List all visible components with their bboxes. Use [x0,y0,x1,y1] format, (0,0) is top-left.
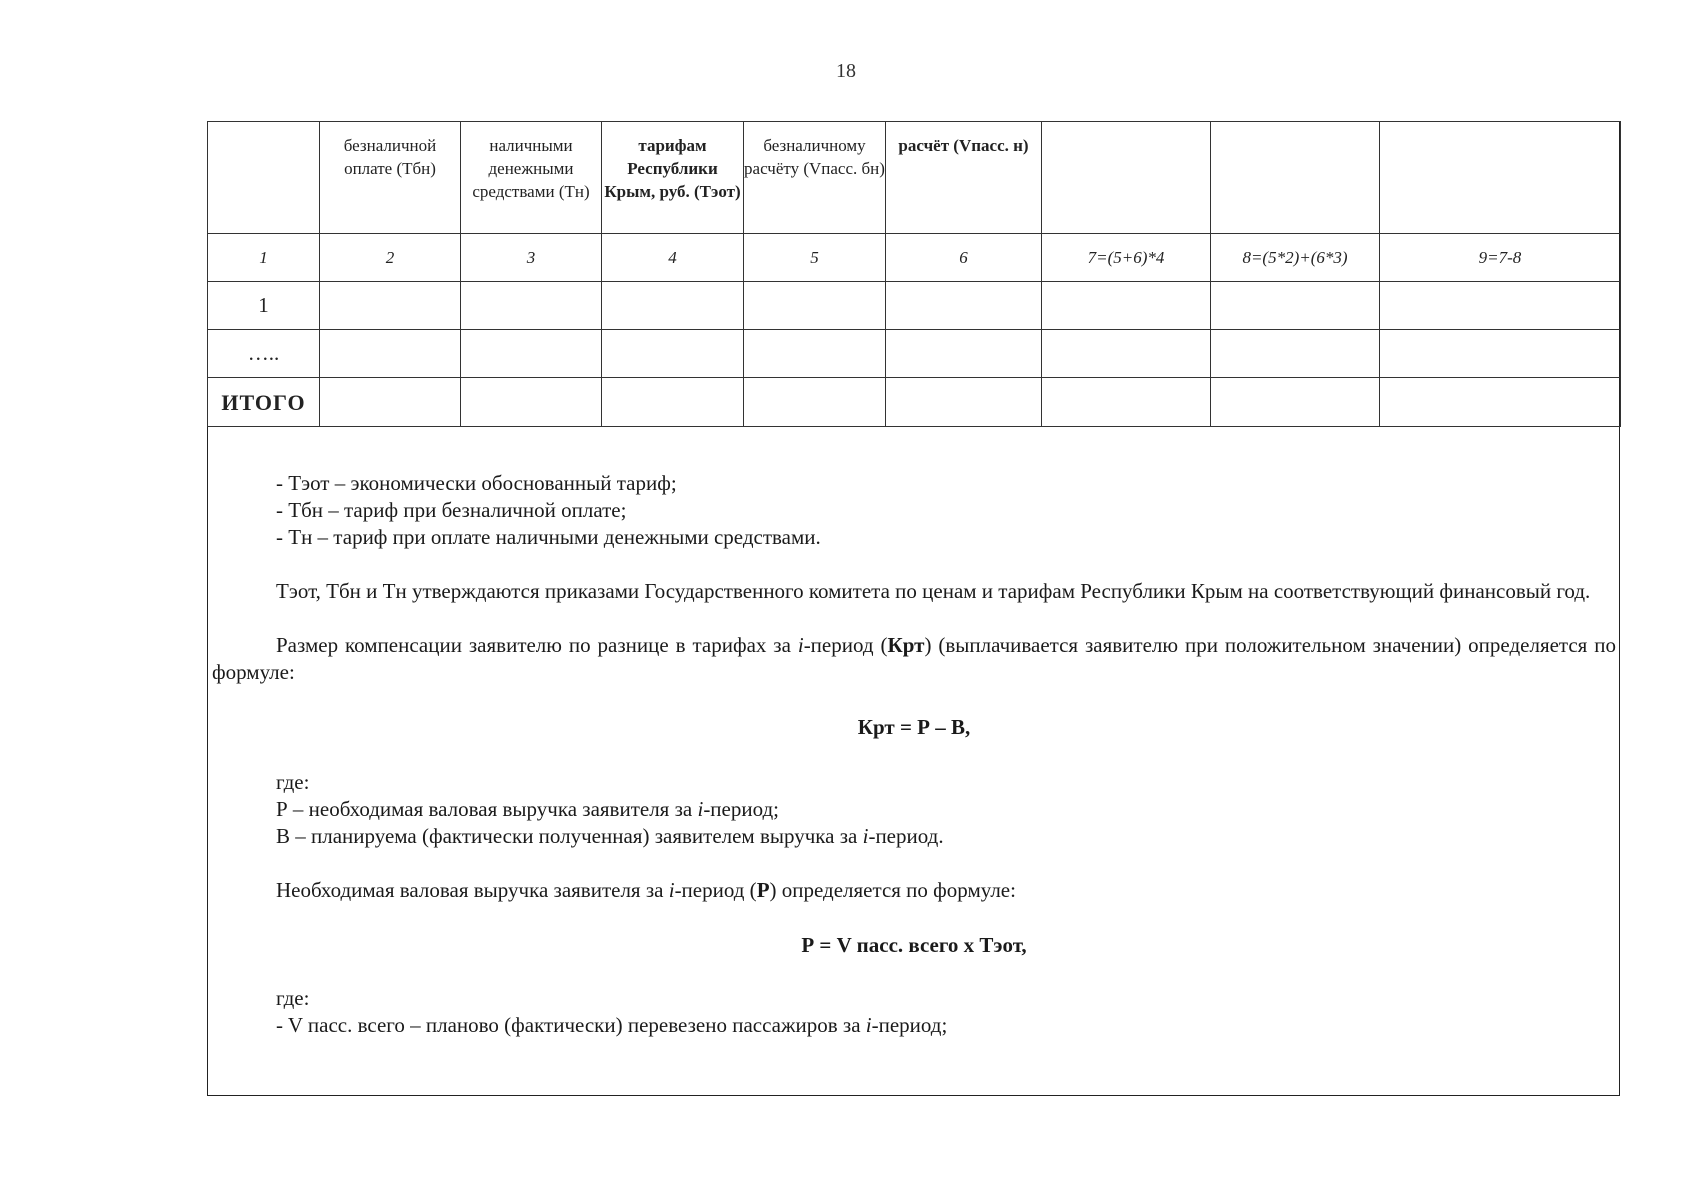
legend-item: - Тбн – тариф при безналичной оплате; [276,498,627,522]
table-cell [602,330,744,378]
column-number: 3 [461,234,602,282]
header-cell [208,122,320,234]
header-cell: тарифам Республики Крым, руб. (Тэот) [602,122,744,234]
table-cell [886,330,1042,378]
header-cell: безналичной оплате (Тбн) [320,122,461,234]
table-cell [1042,330,1211,378]
table-cell [886,378,1042,427]
document-body [212,470,1616,1039]
table-cell [1042,378,1211,427]
row-label: ИТОГО [208,378,320,427]
table-cell [320,330,461,378]
approval-paragraph: Тэот, Тбн и Тн утверждаются приказами Государственного комитета по ценам и тарифам Республики Крым на соответствующий финансовый год. [276,579,1591,603]
table-header-row [208,122,1621,234]
compensation-table [207,121,1621,427]
column-number: 7=(5+6)*4 [1042,234,1211,282]
table-cell [1211,330,1380,378]
table-total-row [208,378,1621,427]
legend-item: - Тэот – экономически обоснованный тариф; [276,471,677,495]
table-cell [461,330,602,378]
definition-v: - V пасс. всего – планово (фактически) перевезено пассажиров за i-период; [276,1013,948,1037]
table-cell [744,282,886,330]
table-cell [461,378,602,427]
header-cell: безналичному расчёту (Vпасс. бн) [744,122,886,234]
header-cell: расчёт (Vпасс. н) [886,122,1042,234]
table-cell [744,330,886,378]
revenue-paragraph: Необходимая валовая выручка заявителя за i-период (Р) определяется по формуле: [276,878,1016,902]
formula-revenue: Р = V пасс. всего х Тэот, [801,933,1027,957]
table-row [208,330,1621,378]
table-cell [1042,282,1211,330]
header-cell [1211,122,1380,234]
table-cell [1380,282,1621,330]
table-cell [744,378,886,427]
table-cell [602,378,744,427]
table-cell [886,282,1042,330]
legend-item: - Тн – тариф при оплате наличными денежными средствами. [276,525,821,549]
table-cell [320,378,461,427]
column-number: 4 [602,234,744,282]
formula-compensation: Крт = Р – В, [857,715,971,739]
column-number: 1 [208,234,320,282]
header-cell [1380,122,1621,234]
header-cell: наличными денежными средствами (Тн) [461,122,602,234]
page-number: 18 [836,60,856,82]
table-cell [1380,330,1621,378]
table-cell [1211,282,1380,330]
column-number: 9=7-8 [1380,234,1621,282]
row-label: ….. [208,330,320,378]
header-cell [1042,122,1211,234]
where-label: где: [276,770,310,794]
column-number: 8=(5*2)+(6*3) [1211,234,1380,282]
table-row [208,282,1621,330]
table-cell [461,282,602,330]
column-number-row [208,234,1621,282]
where-label: где: [276,986,310,1010]
table-cell [1380,378,1621,427]
definition-p: Р – необходимая валовая выручка заявителя за i-период; [276,797,780,821]
table-cell [1211,378,1380,427]
table-cell [602,282,744,330]
column-number: 2 [320,234,461,282]
table-cell [320,282,461,330]
row-label: 1 [208,282,320,330]
definition-b: В – планируема (фактически полученная) заявителем выручка за i-период. [276,824,944,848]
column-number: 5 [744,234,886,282]
column-number: 6 [886,234,1042,282]
compensation-paragraph: Размер компенсации заявителю по разнице в тарифах за i-период (Крт) (выплачивается заявителю при положительном значении) определяется по формуле: [212,633,1617,684]
